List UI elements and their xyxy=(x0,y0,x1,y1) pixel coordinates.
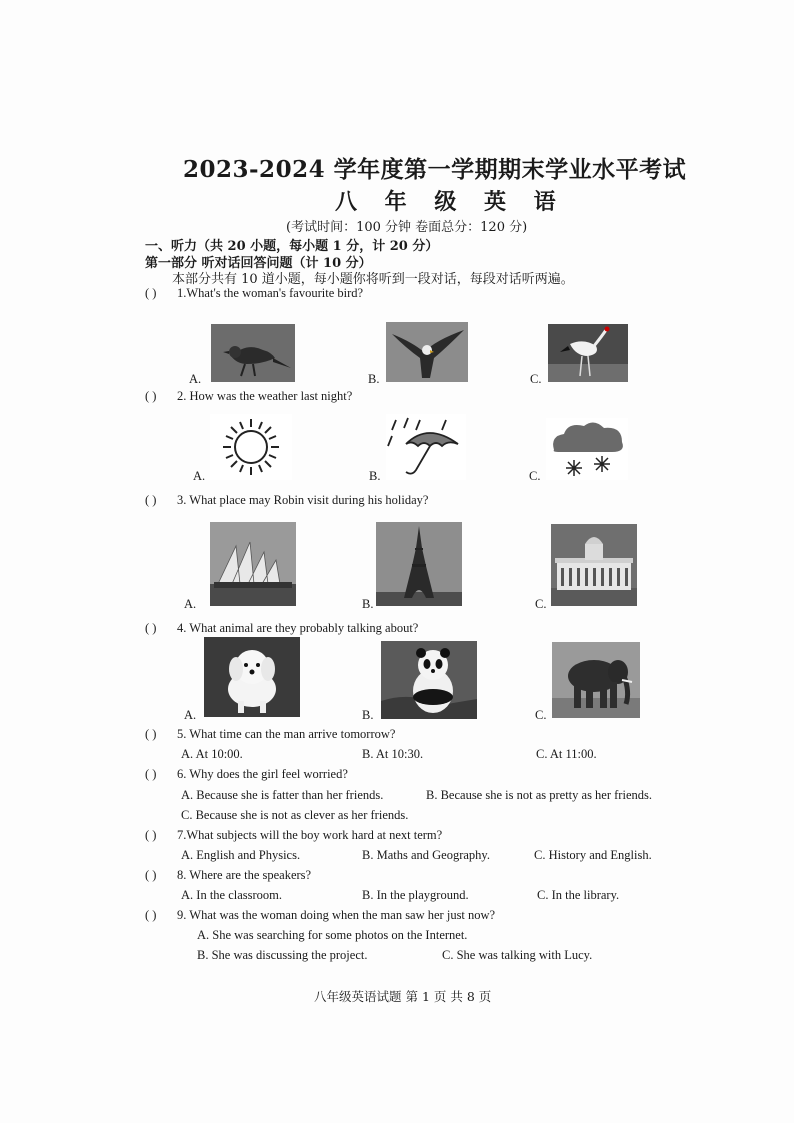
answer-blank[interactable]: ( ) xyxy=(145,389,157,403)
option-label: C. xyxy=(535,708,547,722)
option-c[interactable]: C. Because she is not as clever as her friends. xyxy=(181,808,409,822)
option-b[interactable]: B. In the playground. xyxy=(362,888,469,902)
option-label: A. xyxy=(189,372,202,386)
option-label: A. xyxy=(184,708,197,722)
question-text: 6. Why does the girl feel worried? xyxy=(177,767,348,781)
cloud-snow-icon[interactable] xyxy=(546,418,628,480)
panda-icon[interactable] xyxy=(381,641,477,719)
exam-title: 2023-2024 学年度第一学期期末学业水平考试 xyxy=(183,156,687,183)
answer-blank[interactable]: ( ) xyxy=(145,493,157,507)
option-a[interactable]: A. In the classroom. xyxy=(181,888,283,902)
section-instruction: 本部分共有 10 道小题，每小题你将听到一段对话，每段对话听两遍。 xyxy=(172,272,574,287)
crane-icon[interactable] xyxy=(548,324,628,382)
option-a[interactable]: A. Because she is fatter than her friends. xyxy=(181,788,384,802)
elephant-icon[interactable] xyxy=(552,642,640,718)
option-a[interactable]: A. She was searching for some photos on the Internet. xyxy=(197,928,468,942)
option-c[interactable]: C. She was talking with Lucy. xyxy=(442,948,593,962)
answer-blank[interactable]: ( ) xyxy=(145,621,157,635)
option-label: B. xyxy=(368,372,380,386)
government-building-icon[interactable] xyxy=(551,524,637,606)
option-label: B. xyxy=(369,469,381,483)
option-label: C. xyxy=(529,469,541,483)
option-label: B. xyxy=(362,597,374,611)
exam-info: (考试时间：100 分钟 卷面总分：120 分) xyxy=(286,220,528,235)
question-text: 7.What subjects will the boy work hard at next term? xyxy=(177,828,443,842)
option-label: C. xyxy=(535,597,547,611)
question-text: 4. What animal are they probably talking about? xyxy=(177,621,419,635)
question-text: 9. What was the woman doing when the man saw her just now? xyxy=(177,908,496,922)
option-label: A. xyxy=(193,469,206,483)
page-footer: 八年级英语试题 第 1 页 共 8 页 xyxy=(314,989,492,1004)
answer-blank[interactable]: ( ) xyxy=(145,868,157,882)
part-heading: 第一部分 听对话回答问题（计 10 分） xyxy=(145,256,372,271)
option-a[interactable]: A. At 10:00. xyxy=(181,747,243,761)
exam-subtitle: 八 年 级 英 语 xyxy=(335,189,566,215)
sun-icon[interactable] xyxy=(210,414,292,480)
eiffel-tower-icon[interactable] xyxy=(376,522,462,606)
sydney-opera-house-icon[interactable] xyxy=(210,522,296,606)
question-text: 1.What's the woman's favourite bird? xyxy=(177,286,364,300)
option-c[interactable]: C. In the library. xyxy=(537,888,620,902)
answer-blank[interactable]: ( ) xyxy=(145,767,157,781)
puppy-icon[interactable] xyxy=(204,637,300,717)
question-text: 8. Where are the speakers? xyxy=(177,868,312,882)
option-c[interactable]: C. History and English. xyxy=(534,848,652,862)
option-label: B. xyxy=(362,708,374,722)
section-heading: 一、听力（共 20 小题，每小题 1 分，计 20 分） xyxy=(145,239,439,254)
option-b[interactable]: B. At 10:30. xyxy=(362,747,424,761)
option-label: A. xyxy=(184,597,197,611)
answer-blank[interactable]: ( ) xyxy=(145,727,157,741)
option-c[interactable]: C. At 11:00. xyxy=(536,747,597,761)
umbrella-rain-icon[interactable] xyxy=(386,414,466,480)
small-bird-icon[interactable] xyxy=(211,324,295,382)
option-b[interactable]: B. Maths and Geography. xyxy=(362,848,490,862)
option-label: C. xyxy=(530,372,542,386)
option-b[interactable]: B. She was discussing the project. xyxy=(197,948,368,962)
option-b[interactable]: B. Because she is not as pretty as her friends. xyxy=(426,788,652,802)
option-a[interactable]: A. English and Physics. xyxy=(181,848,301,862)
question-text: 3. What place may Robin visit during his holiday? xyxy=(177,493,429,507)
eagle-icon[interactable] xyxy=(386,322,468,382)
answer-blank[interactable]: ( ) xyxy=(145,286,157,300)
question-text: 5. What time can the man arrive tomorrow? xyxy=(177,727,396,741)
answer-blank[interactable]: ( ) xyxy=(145,828,157,842)
question-text: 2. How was the weather last night? xyxy=(177,389,353,403)
answer-blank[interactable]: ( ) xyxy=(145,908,157,922)
